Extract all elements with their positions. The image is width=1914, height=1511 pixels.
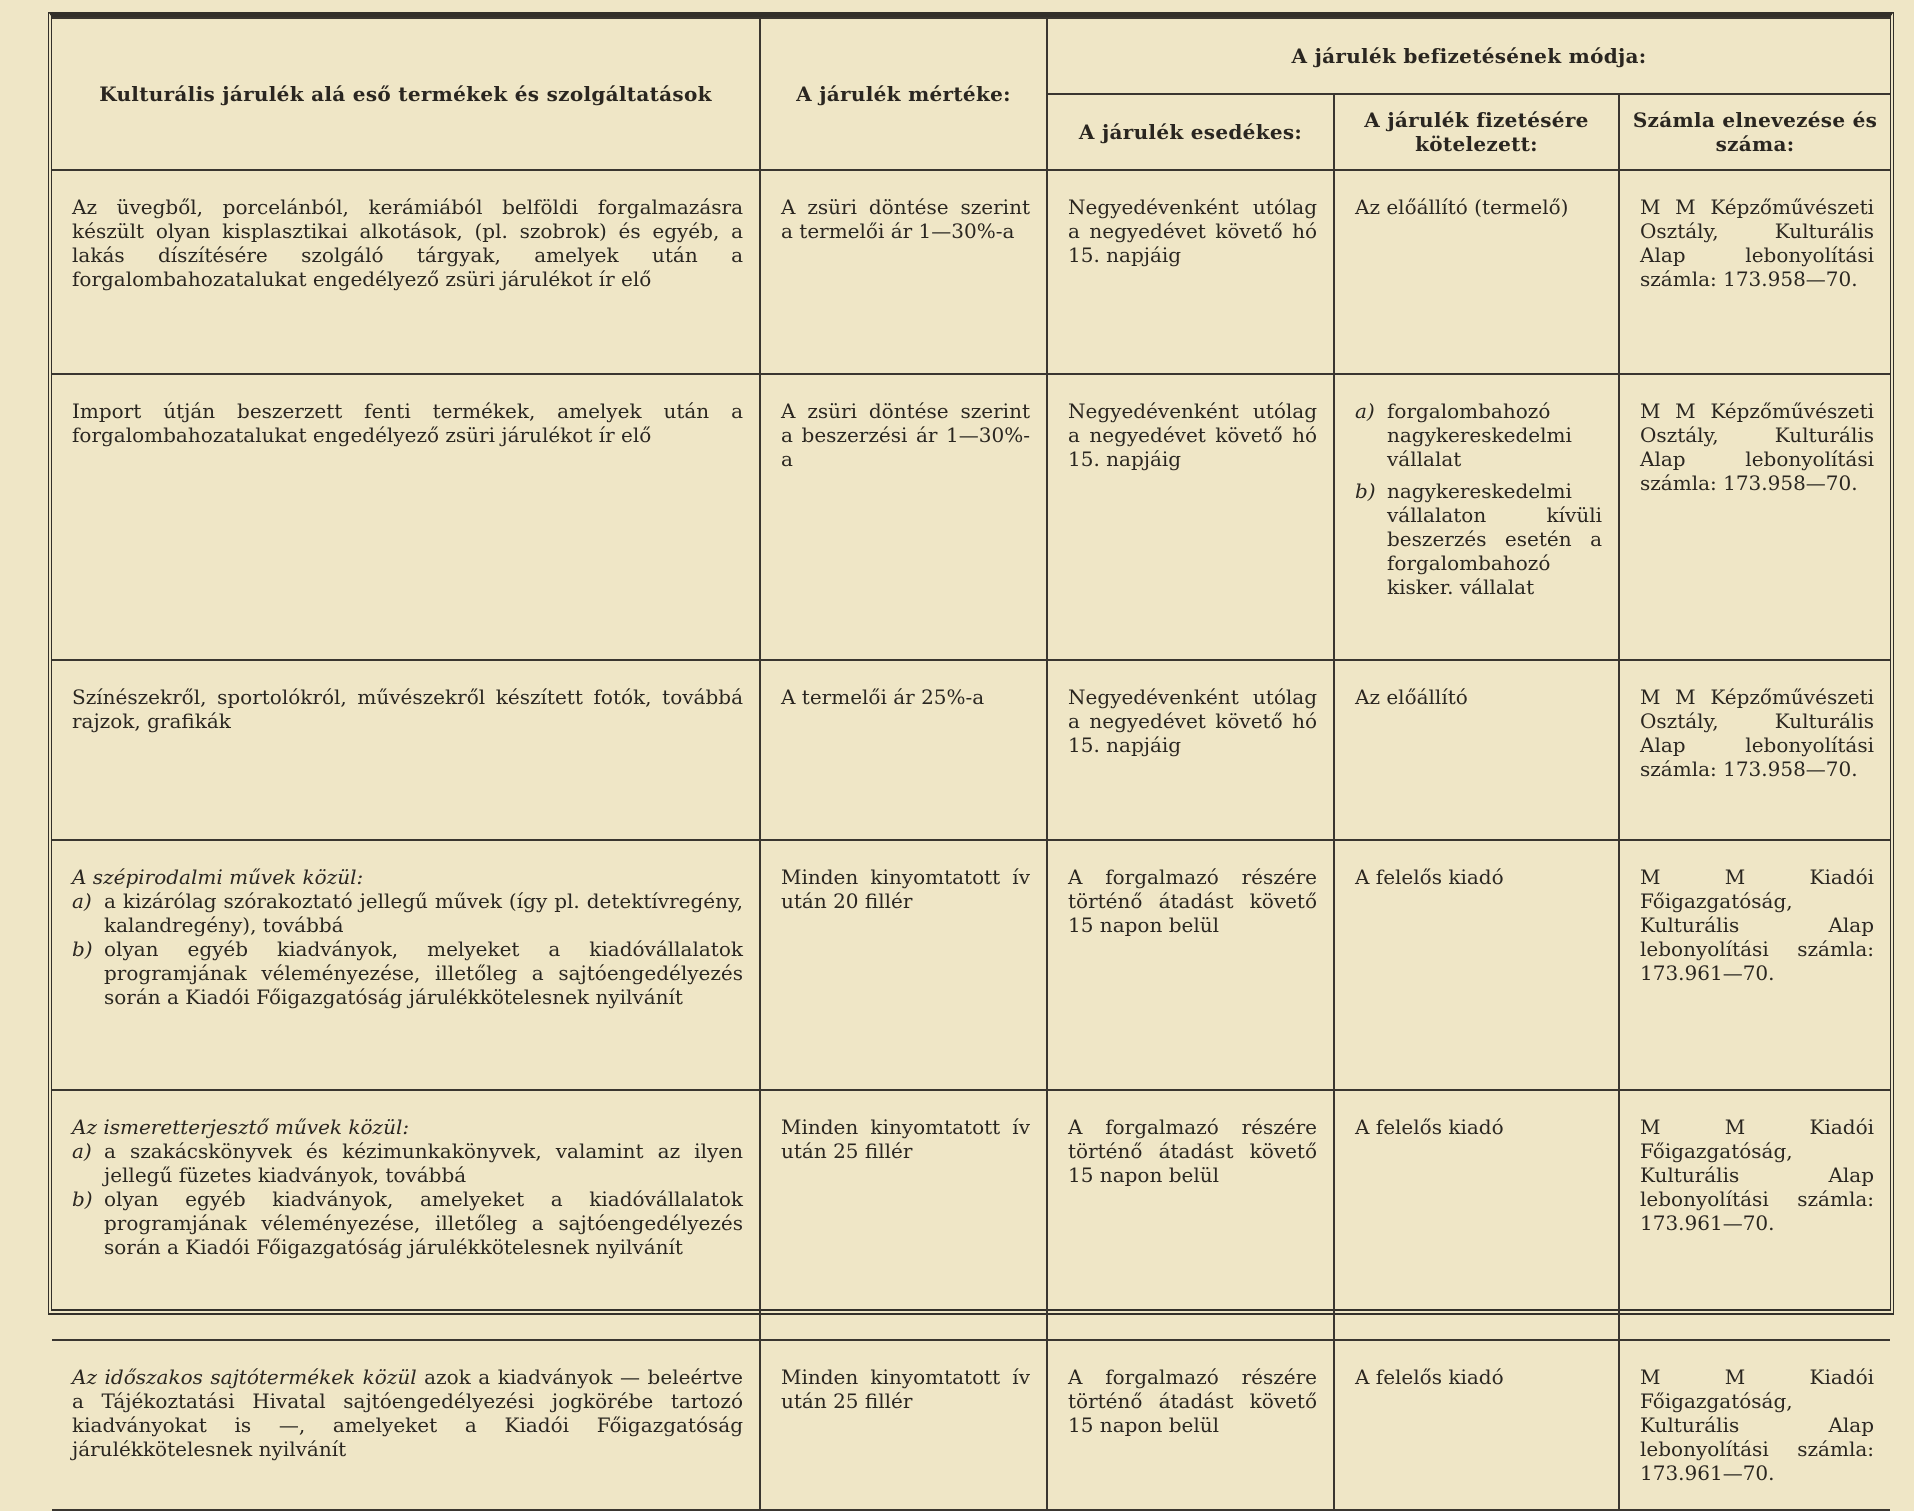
table-row [52, 660, 1890, 840]
cell-payer: A felelős kiadó [1334, 840, 1619, 1090]
contribution-table [52, 17, 1890, 1511]
cell-products: Import útján beszerzett fenti termékek, amelyek után a forgalombahozatalukat engedélyező zsüri járulékot ír elő [52, 374, 760, 660]
list-item [1355, 399, 1602, 471]
cell-rate: A zsüri döntése szerint a beszerzési ár 1—30%-a [760, 374, 1047, 660]
cell-rate: A termelői ár 25%-a [760, 660, 1047, 840]
cell-due: A forgalmazó részére történő átadást követő 15 napon belül [1047, 840, 1334, 1090]
list-marker: b) [72, 937, 93, 961]
cell-payer: A felelős kiadó [1334, 1090, 1619, 1340]
list-item [72, 1187, 743, 1259]
cell-account: M M Képzőművészeti Osztály, Kulturális Alap lebonyolítási számla: 173.958—70. [1619, 374, 1890, 660]
cell-payer: Az előállító (termelő) [1334, 170, 1619, 374]
list-text: a kizárólag szórakoztató jellegű művek (így pl. detektívregény, kalandregény), továbbá [104, 889, 743, 937]
cell-rate: Minden kinyomtatott ív után 25 fillér [760, 1090, 1047, 1340]
list-item [72, 1139, 743, 1187]
cell-account: M M Képzőművészeti Osztály, Kulturális Alap lebonyolítási számla: 173.958—70. [1619, 170, 1890, 374]
table-row [52, 1090, 1890, 1340]
header-products: Kulturális járulék alá eső termékek és szolgáltatások [52, 18, 760, 170]
table-row [52, 840, 1890, 1090]
list-item [72, 889, 743, 937]
list-marker: a) [1355, 399, 1375, 423]
cell-products: Az üvegből, porcelánból, kerámiából belföldi forgalmazásra készült olyan kisplasztikai alkotások, (pl. szobrok) és egyéb, a lakás díszítésére szolgáló tárgyak, amelyek után a forgalombahozatalukat engedélyező zsüri járulékot ír elő [52, 170, 760, 374]
header-account: Számla elnevezése és száma: [1619, 94, 1890, 170]
section-intro: A szépirodalmi művek közül: [72, 865, 364, 889]
cell-rate: A zsüri döntése szerint a termelői ár 1—30%-a [760, 170, 1047, 374]
table-row [52, 1340, 1890, 1510]
header-rate: A járulék mértéke: [760, 18, 1047, 170]
products-list [72, 889, 743, 1009]
cell-due: Negyedévenként utólag a negyedévet követő hó 15. napjáig [1047, 660, 1334, 840]
cell-rate: Minden kinyomtatott ív után 20 fillér [760, 840, 1047, 1090]
list-marker: a) [72, 1139, 92, 1163]
list-item [1355, 479, 1602, 599]
header-payment-group: A járulék befizetésének módja: [1047, 18, 1890, 94]
list-text: olyan egyéb kiadványok, melyeket a kiadóvállalatok programjának véleményezése, illetőleg a sajtóengedélyezés során a Kiadói Főigazgatóság járulékkötelesnek nyilvánít [104, 937, 743, 1009]
list-text: nagykereskedelmi vállalaton kívüli beszerzés esetén a forgalombahozó kisker. vállalat [1387, 479, 1602, 599]
list-marker: b) [72, 1187, 93, 1211]
section-intro: Az ismeretterjesztő művek közül: [72, 1115, 410, 1139]
cell-account: M M Képzőművészeti Osztály, Kulturális Alap lebonyolítási számla: 173.958—70. [1619, 660, 1890, 840]
cell-products: Színészekről, sportolókról, művészekről készített fotók, továbbá rajzok, grafikák [52, 660, 760, 840]
section-intro: Az időszakos sajtótermékek közül [72, 1365, 417, 1389]
cell-payer: A felelős kiadó [1334, 1340, 1619, 1510]
cell-products [52, 1340, 760, 1510]
list-text: olyan egyéb kiadványok, amelyeket a kiadóvállalatok programjának véleményezése, illetőleg a sajtóengedélyezés során a Kiadói Főigazgatóság járulékkötelesnek nyilvánít [104, 1187, 743, 1259]
list-marker: a) [72, 889, 92, 913]
cell-account: M M Kiadói Főigazgatóság, Kulturális Alap lebonyolítási számla: 173.961—70. [1619, 1090, 1890, 1340]
cell-account: M M Kiadói Főigazgatóság, Kulturális Alap lebonyolítási számla: 173.961—70. [1619, 1340, 1890, 1510]
cell-account: M M Kiadói Főigazgatóság, Kulturális Alap lebonyolítási számla: 173.961—70. [1619, 840, 1890, 1090]
list-marker: b) [1355, 479, 1376, 503]
cell-due: Negyedévenként utólag a negyedévet követő hó 15. napjáig [1047, 374, 1334, 660]
list-text: forgalombahozó nagykereskedelmi vállalat [1387, 399, 1572, 471]
list-text: a szakácskönyvek és kézimunkakönyvek, valamint az ilyen jellegű füzetes kiadványok, továbbá [104, 1139, 743, 1187]
contribution-table-frame [48, 12, 1894, 1485]
payer-list [1355, 399, 1602, 599]
cell-payer [1334, 374, 1619, 660]
cell-due: A forgalmazó részére történő átadást követő 15 napon belül [1047, 1090, 1334, 1340]
cell-due: A forgalmazó részére történő átadást követő 15 napon belül [1047, 1340, 1334, 1510]
header-payer: A járulék fizetésére kötelezett: [1334, 94, 1619, 170]
cell-products [52, 840, 760, 1090]
table-row [52, 374, 1890, 660]
list-item [72, 937, 743, 1009]
cell-payer: Az előállító [1334, 660, 1619, 840]
section-text: azok a kiadványok — beleértve a Tájékoztatási Hivatal sajtóengedélyezési jogkörébe tartozó kiadványokat is —, amelyeket a Kiadói Főigazgatóság járulékkötelesnek nyilvánít [72, 1365, 743, 1461]
cell-rate: Minden kinyomtatott ív után 25 fillér [760, 1340, 1047, 1510]
header-due: A járulék esedékes: [1047, 94, 1334, 170]
table-row [52, 170, 1890, 374]
cell-due: Negyedévenként utólag a negyedévet követő hó 15. napjáig [1047, 170, 1334, 374]
products-list [72, 1139, 743, 1259]
cell-products [52, 1090, 760, 1340]
